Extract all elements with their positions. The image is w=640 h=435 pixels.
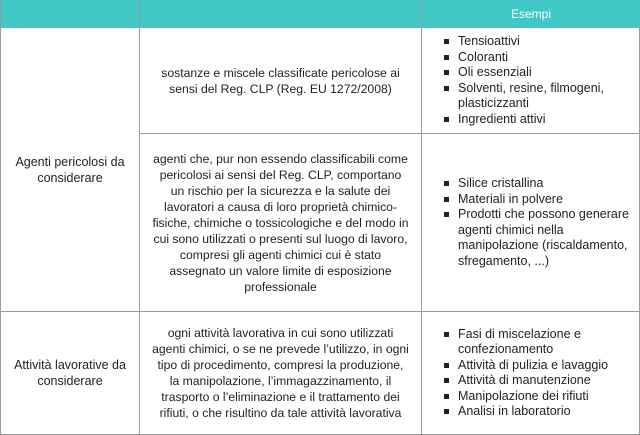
- examples-cell: [422, 312, 640, 434]
- list-item: Fasi di miscelazione e confezionamento: [444, 327, 630, 358]
- description-cell: [140, 134, 421, 311]
- agent-cell-hazardous: [1, 28, 139, 311]
- bullet-icon: [444, 39, 449, 44]
- bullet-icon: [444, 197, 449, 202]
- examples-list: [444, 34, 630, 127]
- bullet-icon: [444, 363, 449, 368]
- examples-cell: [422, 134, 640, 311]
- description-text: ogni attività lavorativa in cui sono utilizzati agenti chimici, o se ne prevede l’utilizzo, in ogni tipo di procedimento, compresi la produzione, la manipolazione, l’immagazzinamento, il trasporto o l’eliminazione e il trattamento dei rifiuti, o che risultino da tale attività lavorativa: [152, 326, 409, 420]
- list-item: Tensioattivi: [444, 34, 630, 50]
- header-cell-agent: [1, 0, 139, 28]
- agent-label: Agenti pericolosi da considerare: [15, 154, 125, 185]
- agent-cell-activities: [1, 312, 139, 434]
- list-item: Attività di pulizia e lavaggio: [444, 358, 630, 374]
- list-item: Attività di manutenzione: [444, 373, 630, 389]
- bullet-icon: [444, 70, 449, 75]
- bullet-icon: [444, 378, 449, 383]
- list-item: Analisi in laboratorio: [444, 404, 630, 420]
- list-item: Materiali in polvere: [444, 192, 630, 208]
- list-item: Coloranti: [444, 50, 630, 66]
- examples-list: [444, 327, 630, 420]
- list-item: Manipolazione dei rifiuti: [444, 389, 630, 405]
- agent-label: Attività lavorative da considerare: [14, 358, 126, 388]
- bullet-icon: [444, 117, 449, 122]
- bullet-icon: [444, 212, 449, 217]
- list-item: Oli essenziali: [444, 65, 630, 81]
- description-text: agenti che, pur non essendo classificabili come pericolosi ai sensi del Reg. CLP, comportano un rischio per la sicurezza e la salute dei lavoratori a causa di loro proprietà chimico-fisiche, chimiche o tossicologiche e del modo in cui sono utilizzati o presenti sul luogo di lavoro, compresi gli agenti chimici cui è stato assegnato un valore limite di esposizione professionale: [152, 151, 409, 294]
- header-examples-label: Esempi: [510, 7, 551, 21]
- description-text: sostanze e miscele classificate pericolose ai sensi del Reg. CLP (Reg. EU 1272/2008): [161, 65, 400, 96]
- bullet-icon: [444, 332, 449, 337]
- bullet-icon: [444, 181, 449, 186]
- list-item: Solventi, resine, filmogeni, plasticizzanti: [444, 81, 630, 112]
- description-cell: [140, 312, 421, 434]
- bullet-icon: [444, 55, 449, 60]
- header-cell-description: [140, 0, 421, 28]
- list-item: Prodotti che possono generare agenti chimici nella manipolazione (riscaldamento, sfregamento, ...): [444, 207, 630, 269]
- bullet-icon: [444, 86, 449, 91]
- list-item: Ingredienti attivi: [444, 112, 630, 128]
- header-cell-examples: [422, 0, 640, 28]
- description-cell: [140, 28, 421, 133]
- bullet-icon: [444, 394, 449, 399]
- list-item: Silice cristallina: [444, 176, 630, 192]
- examples-list: [444, 176, 630, 269]
- examples-cell: [422, 28, 640, 133]
- bullet-icon: [444, 409, 449, 414]
